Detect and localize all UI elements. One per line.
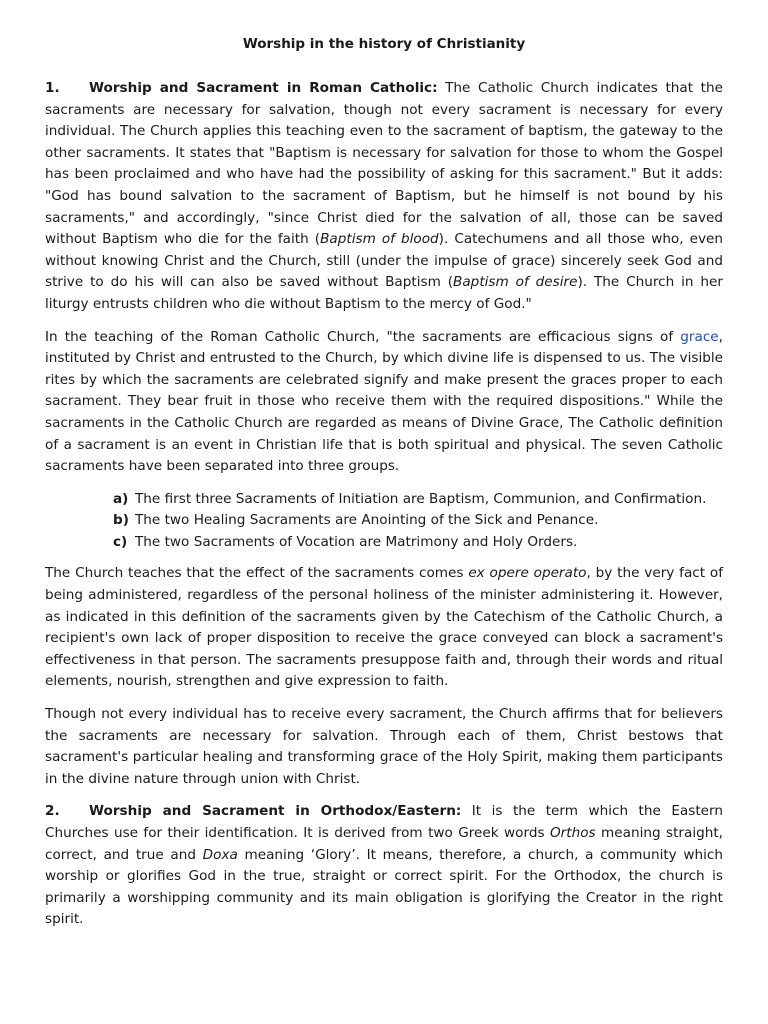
section2-text-c: meaning ‘Glory’. It means, therefore, a church, a community which worship or glorifies God in the true, straight or correct spirit. For the Orthodox, the church is primarily a worshipping community and its main obligation is glorifying the Creator in the right spirit. (45, 846, 723, 928)
paragraph3-text-a: The Church teaches that the effect of the sacraments comes (45, 565, 469, 582)
section2-text-b: meaning straight, correct, and true and (45, 825, 723, 863)
paragraph2-text-b: , instituted by Christ and entrusted to the Church, by which divine life is dispensed to us. The visible rites by which the sacraments are celebrated signify and make present the graces proper to each sacrament. They bear fruit in those who receive them with the required dispositions." While the sacraments in the Catholic Church are regarded as means of Divine Grace, The Catholic definition of a sacrament is an event in Christian life that is both spiritual and physical. The seven Catholic sacraments have been separated into three groups. (45, 328, 723, 475)
baptism-of-blood: Baptism of blood (320, 231, 439, 248)
section1-text-c: ). The Church in her liturgy entrusts children who die without Baptism to the mercy of God." (45, 274, 723, 312)
section2-text-a: It is the term which the Eastern Churches use for their identification. It is derived from two Greek words (45, 803, 724, 841)
list-marker: c) (113, 533, 128, 550)
section2-heading: Worship and Sacrament in Orthodox/Eastern: (89, 803, 462, 820)
paragraph2-text-a: In the teaching of the Roman Catholic Church, "the sacraments are efficacious signs of (45, 328, 681, 345)
section1-text-a: The Catholic Church indicates that the sacraments are necessary for salvation, though not every sacrament is necessary for every individual. The Church applies this teaching even to the sacrament of baptism, the gateway to the other sacraments. It states that "Baptism is necessary for salvation for those to whom the Gospel has been proclaimed and who have had the possibility of asking for this sacrament." But it adds: "God has bound salvation to the sacrament of Baptism, but he himself is not bound by his sacraments," and accordingly, "since Christ died for the salvation of all, those can be saved without Baptism who die for the faith ( (45, 80, 723, 248)
list-item (113, 510, 723, 532)
sacrament-groups-list (45, 489, 723, 554)
section1-heading: Worship and Sacrament in Roman Catholic: (89, 80, 438, 96)
orthos-term: Orthos (549, 825, 596, 841)
list-item-text: The two Healing Sacraments are Anointing of the Sick and Penance. (135, 512, 599, 529)
section1-paragraph-1 (45, 78, 723, 316)
list-marker: b) (113, 512, 129, 529)
section1-paragraph-2 (45, 327, 723, 478)
section2-paragraph (45, 801, 723, 931)
section1-paragraph-3 (45, 563, 723, 693)
section1-number: 1. (45, 80, 60, 96)
ex-opere-operato: ex opere operato (468, 565, 587, 582)
doxa-term: Doxa (202, 846, 238, 863)
document-title: Worship in the history of Christianity (242, 36, 526, 52)
baptism-of-desire: Baptism of desire (453, 274, 578, 291)
list-item-text: The two Sacraments of Vocation are Matrimony and Holy Orders. (135, 533, 578, 550)
document-page (45, 36, 723, 942)
paragraph3-text-b: , by the very fact of being administered, regardless of the personal holiness of the minister administering it. However, as indicated in this definition of the sacraments given by the Catechism of the Catholic Church, a recipient's own lack of proper disposition to receive the grace conveyed can block a sacrament's effectiveness in that person. The sacraments presuppose faith and, through their words and ritual elements, nourish, strengthen and give expression to faith. (45, 565, 723, 690)
section1-text-b: ). Catechumens and all those who, even without knowing Christ and the Church, still (under the impulse of grace) sincerely seek God and strive to do his will can also be saved without Baptism ( (45, 231, 724, 291)
list-item-text: The first three Sacraments of Initiation are Baptism, Communion, and Confirmation. (135, 490, 707, 507)
section2-number: 2. (45, 803, 60, 820)
section1-paragraph-4: Though not every individual has to receive every sacrament, the Church affirms that for believers the sacraments are necessary for salvation. Through each of them, Christ bestows that sacrament's particular healing and transforming grace of the Holy Spirit, making them participants in the divine nature through union with Christ. (45, 706, 723, 787)
grace-link[interactable]: grace (680, 328, 719, 345)
list-item (113, 489, 723, 511)
list-item (113, 532, 723, 554)
list-marker: a) (113, 490, 129, 507)
